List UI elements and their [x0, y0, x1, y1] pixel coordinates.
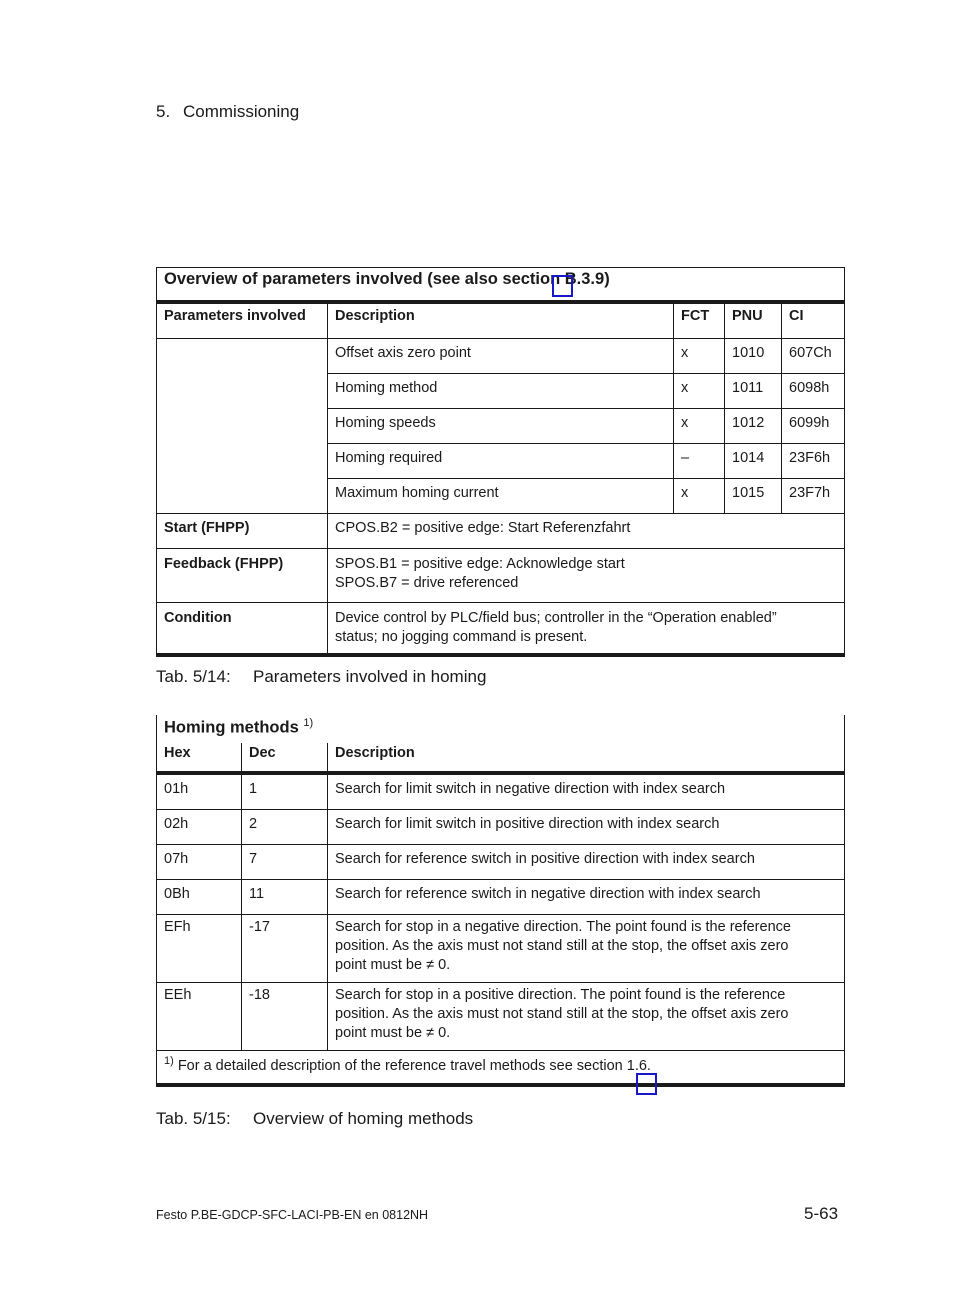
footnote-text: For a detailed description of the reference travel methods see section 1.6.	[177, 1057, 651, 1074]
page-number: 5-63	[804, 1204, 839, 1223]
dec-cell: 7	[242, 845, 328, 880]
param-description: Homing required	[328, 444, 674, 479]
param-pnu: 1011	[725, 374, 782, 409]
footnote-mark: 1)	[164, 1055, 174, 1067]
start-value: CPOS.B2 = positive edge: Start Referenzfahrt	[328, 514, 845, 549]
description-cell: Search for limit switch in positive direction with index search	[328, 810, 845, 845]
param-ci: 23F7h	[782, 479, 845, 514]
param-description: Offset axis zero point	[328, 339, 674, 374]
table-caption	[156, 1109, 473, 1129]
param-pnu: 1015	[725, 479, 782, 514]
dec-cell: 1	[242, 773, 328, 810]
table-row	[157, 915, 845, 983]
parameters-table	[156, 267, 845, 657]
column-header: Description	[328, 743, 845, 773]
feedback-line: SPOS.B7 = drive referenced	[335, 575, 519, 591]
table-row	[157, 983, 845, 1051]
footnote-cell	[157, 1051, 845, 1086]
description-cell: Search for reference switch in positive direction with index search	[328, 845, 845, 880]
dec-cell: -17	[242, 915, 328, 983]
condition-label: Condition	[157, 603, 328, 656]
param-pnu: 1012	[725, 409, 782, 444]
feedback-line: SPOS.B1 = positive edge: Acknowledge start	[335, 556, 625, 572]
chapter-number: 5.	[156, 102, 171, 121]
hex-cell: 01h	[157, 773, 242, 810]
section-link-box[interactable]	[552, 275, 573, 297]
condition-line: Device control by PLC/field bus; controller in the “Operation enabled”	[335, 610, 777, 626]
description-line: position. As the axis must not stand still at the stop, the offset axis zero	[335, 1006, 789, 1022]
parameters-involved-cell	[157, 339, 328, 514]
column-header: Hex	[157, 743, 242, 773]
homing-methods-title-text: Homing methods	[164, 718, 299, 737]
column-header: CI	[782, 302, 845, 339]
column-header: PNU	[725, 302, 782, 339]
hex-cell: 0Bh	[157, 880, 242, 915]
table-row	[157, 845, 845, 880]
description-cell	[328, 983, 845, 1051]
caption-text: Overview of homing methods	[253, 1109, 474, 1128]
param-pnu: 1014	[725, 444, 782, 479]
dec-cell: 2	[242, 810, 328, 845]
table-row	[157, 880, 845, 915]
param-description: Homing speeds	[328, 409, 674, 444]
description-line: position. As the axis must not stand still at the stop, the offset axis zero	[335, 938, 789, 954]
hex-cell: EFh	[157, 915, 242, 983]
caption-label: Tab. 5/14:	[156, 667, 231, 686]
column-header: Dec	[242, 743, 328, 773]
param-ci: 6098h	[782, 374, 845, 409]
table-row	[157, 773, 845, 810]
condition-row	[157, 603, 845, 656]
chapter-title: Commissioning	[183, 102, 300, 121]
description-line: point must be ≠ 0.	[335, 957, 451, 973]
caption-text: Parameters involved in homing	[253, 667, 487, 686]
description-cell: Search for reference switch in negative direction with index search	[328, 880, 845, 915]
table-row	[157, 339, 845, 374]
hex-cell: EEh	[157, 983, 242, 1051]
param-fct: x	[674, 479, 725, 514]
feedback-value	[328, 549, 845, 603]
column-header: FCT	[674, 302, 725, 339]
homing-methods-table	[156, 715, 845, 1087]
param-fct: –	[674, 444, 725, 479]
column-header: Parameters involved	[157, 302, 328, 339]
dec-cell: 11	[242, 880, 328, 915]
caption-label: Tab. 5/15:	[156, 1109, 231, 1128]
condition-value	[328, 603, 845, 656]
homing-methods-title	[157, 715, 845, 743]
description-cell	[328, 915, 845, 983]
description-line: Search for stop in a negative direction. The point found is the reference	[335, 919, 791, 935]
title-footnote-mark: 1)	[303, 717, 314, 729]
param-ci: 23F6h	[782, 444, 845, 479]
param-ci: 607Ch	[782, 339, 845, 374]
param-fct: x	[674, 374, 725, 409]
description-line: Search for stop in a positive direction. The point found is the reference	[335, 987, 786, 1003]
start-label: Start (FHPP)	[157, 514, 328, 549]
param-fct: x	[674, 409, 725, 444]
description-cell: Search for limit switch in negative direction with index search	[328, 773, 845, 810]
parameters-table-title: Overview of parameters involved (see also section B.3.9)	[157, 268, 845, 303]
feedback-row	[157, 549, 845, 603]
description-line: point must be ≠ 0.	[335, 1025, 451, 1041]
param-fct: x	[674, 339, 725, 374]
dec-cell: -18	[242, 983, 328, 1051]
condition-line: status; no jogging command is present.	[335, 629, 588, 645]
param-description: Homing method	[328, 374, 674, 409]
table-caption	[156, 667, 486, 687]
column-header: Description	[328, 302, 674, 339]
footer-document-id: Festo P.BE-GDCP-SFC-LACI-PB-EN en 0812NH	[156, 1208, 429, 1222]
feedback-label: Feedback (FHPP)	[157, 549, 328, 603]
hex-cell: 07h	[157, 845, 242, 880]
start-row	[157, 514, 845, 549]
param-pnu: 1010	[725, 339, 782, 374]
section-link-box[interactable]	[636, 1073, 657, 1095]
param-ci: 6099h	[782, 409, 845, 444]
table-row	[157, 810, 845, 845]
hex-cell: 02h	[157, 810, 242, 845]
param-description: Maximum homing current	[328, 479, 674, 514]
footnote-row	[157, 1051, 845, 1086]
chapter-header	[156, 102, 299, 122]
